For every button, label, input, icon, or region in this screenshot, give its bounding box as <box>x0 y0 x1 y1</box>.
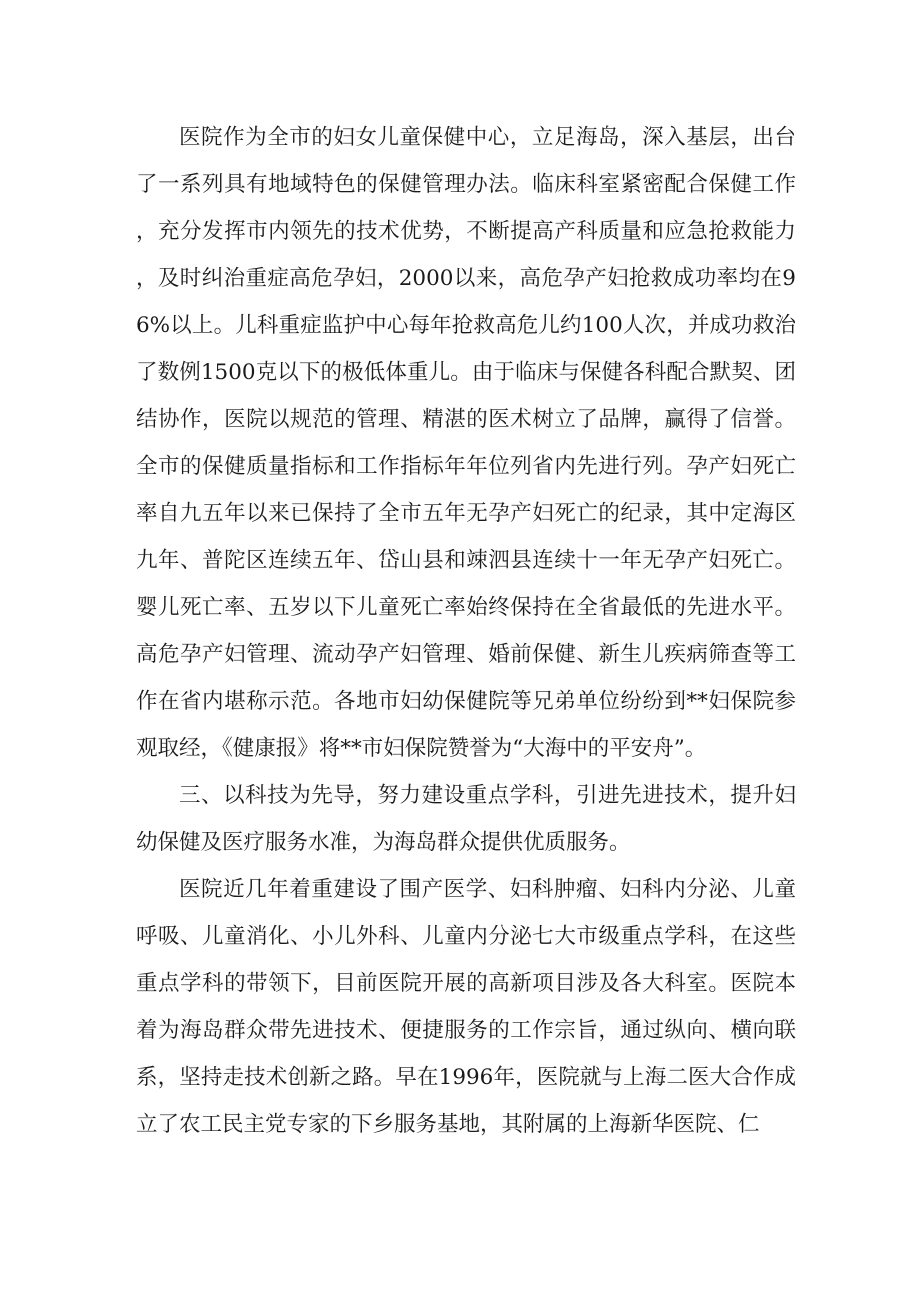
paragraph-2-section-heading: 三、以科技为先导，努力建设重点学科，引进先进技术，提升妇幼保健及医疗服务水准，为海岛群众提供优质服务。 <box>136 783 796 855</box>
document-body <box>136 114 796 1148</box>
paragraph-3: 医院近几年着重建设了围产医学、妇科肿瘤、妇科内分泌、儿童呼吸、儿童消化、小儿外科、儿童内分泌七大市级重点学科，在这些重点学科的带领下，目前医院开展的高新项目涉及各大科室。医院本着为海岛群众带先进技术、便捷服务的工作宗旨，通过纵向、横向联系，坚持走技术创新之路。早在1996年，医院就与上海二医大合作成立了农工民主党专家的下乡服务基地，其附属的上海新华医院、仁 <box>136 877 796 1137</box>
paragraph-1: 医院作为全市的妇女儿童保健中心，立足海岛，深入基层，出台了一系列具有地域特色的保健管理办法。临床科室紧密配合保健工作，充分发挥市内领先的技术优势，不断提高产科质量和应急抢救能力，及时纠治重症高危孕妇，2000以来，高危孕产妇抢救成功率均在96%以上。儿科重症监护中心每年抢救高危儿约100人次，并成功救治了数例1500克以下的极低体重儿。由于临床与保健各科配合默契、团结协作，医院以规范的管理、精湛的医术树立了品牌，赢得了信誉。全市的保健质量指标和工作指标年年位列省内先进行列。孕产妇死亡率自九五年以来已保持了全市五年无孕产妇死亡的纪录，其中定海区九年、普陀区连续五年、岱山县和竦泗县连续十一年无孕产妇死亡。婴儿死亡率、五岁以下儿童死亡率始终保持在全省最低的先进水平。高危孕产妇管理、流动孕产妇管理、婚前保健、新生儿疾病筛查等工作在省内堪称示范。各地市妇幼保健院等兄弟单位纷纷到**妇保院参观取经，《健康报》将**市妇保院赞誉为“大海中的平安舟”。 <box>136 125 796 761</box>
